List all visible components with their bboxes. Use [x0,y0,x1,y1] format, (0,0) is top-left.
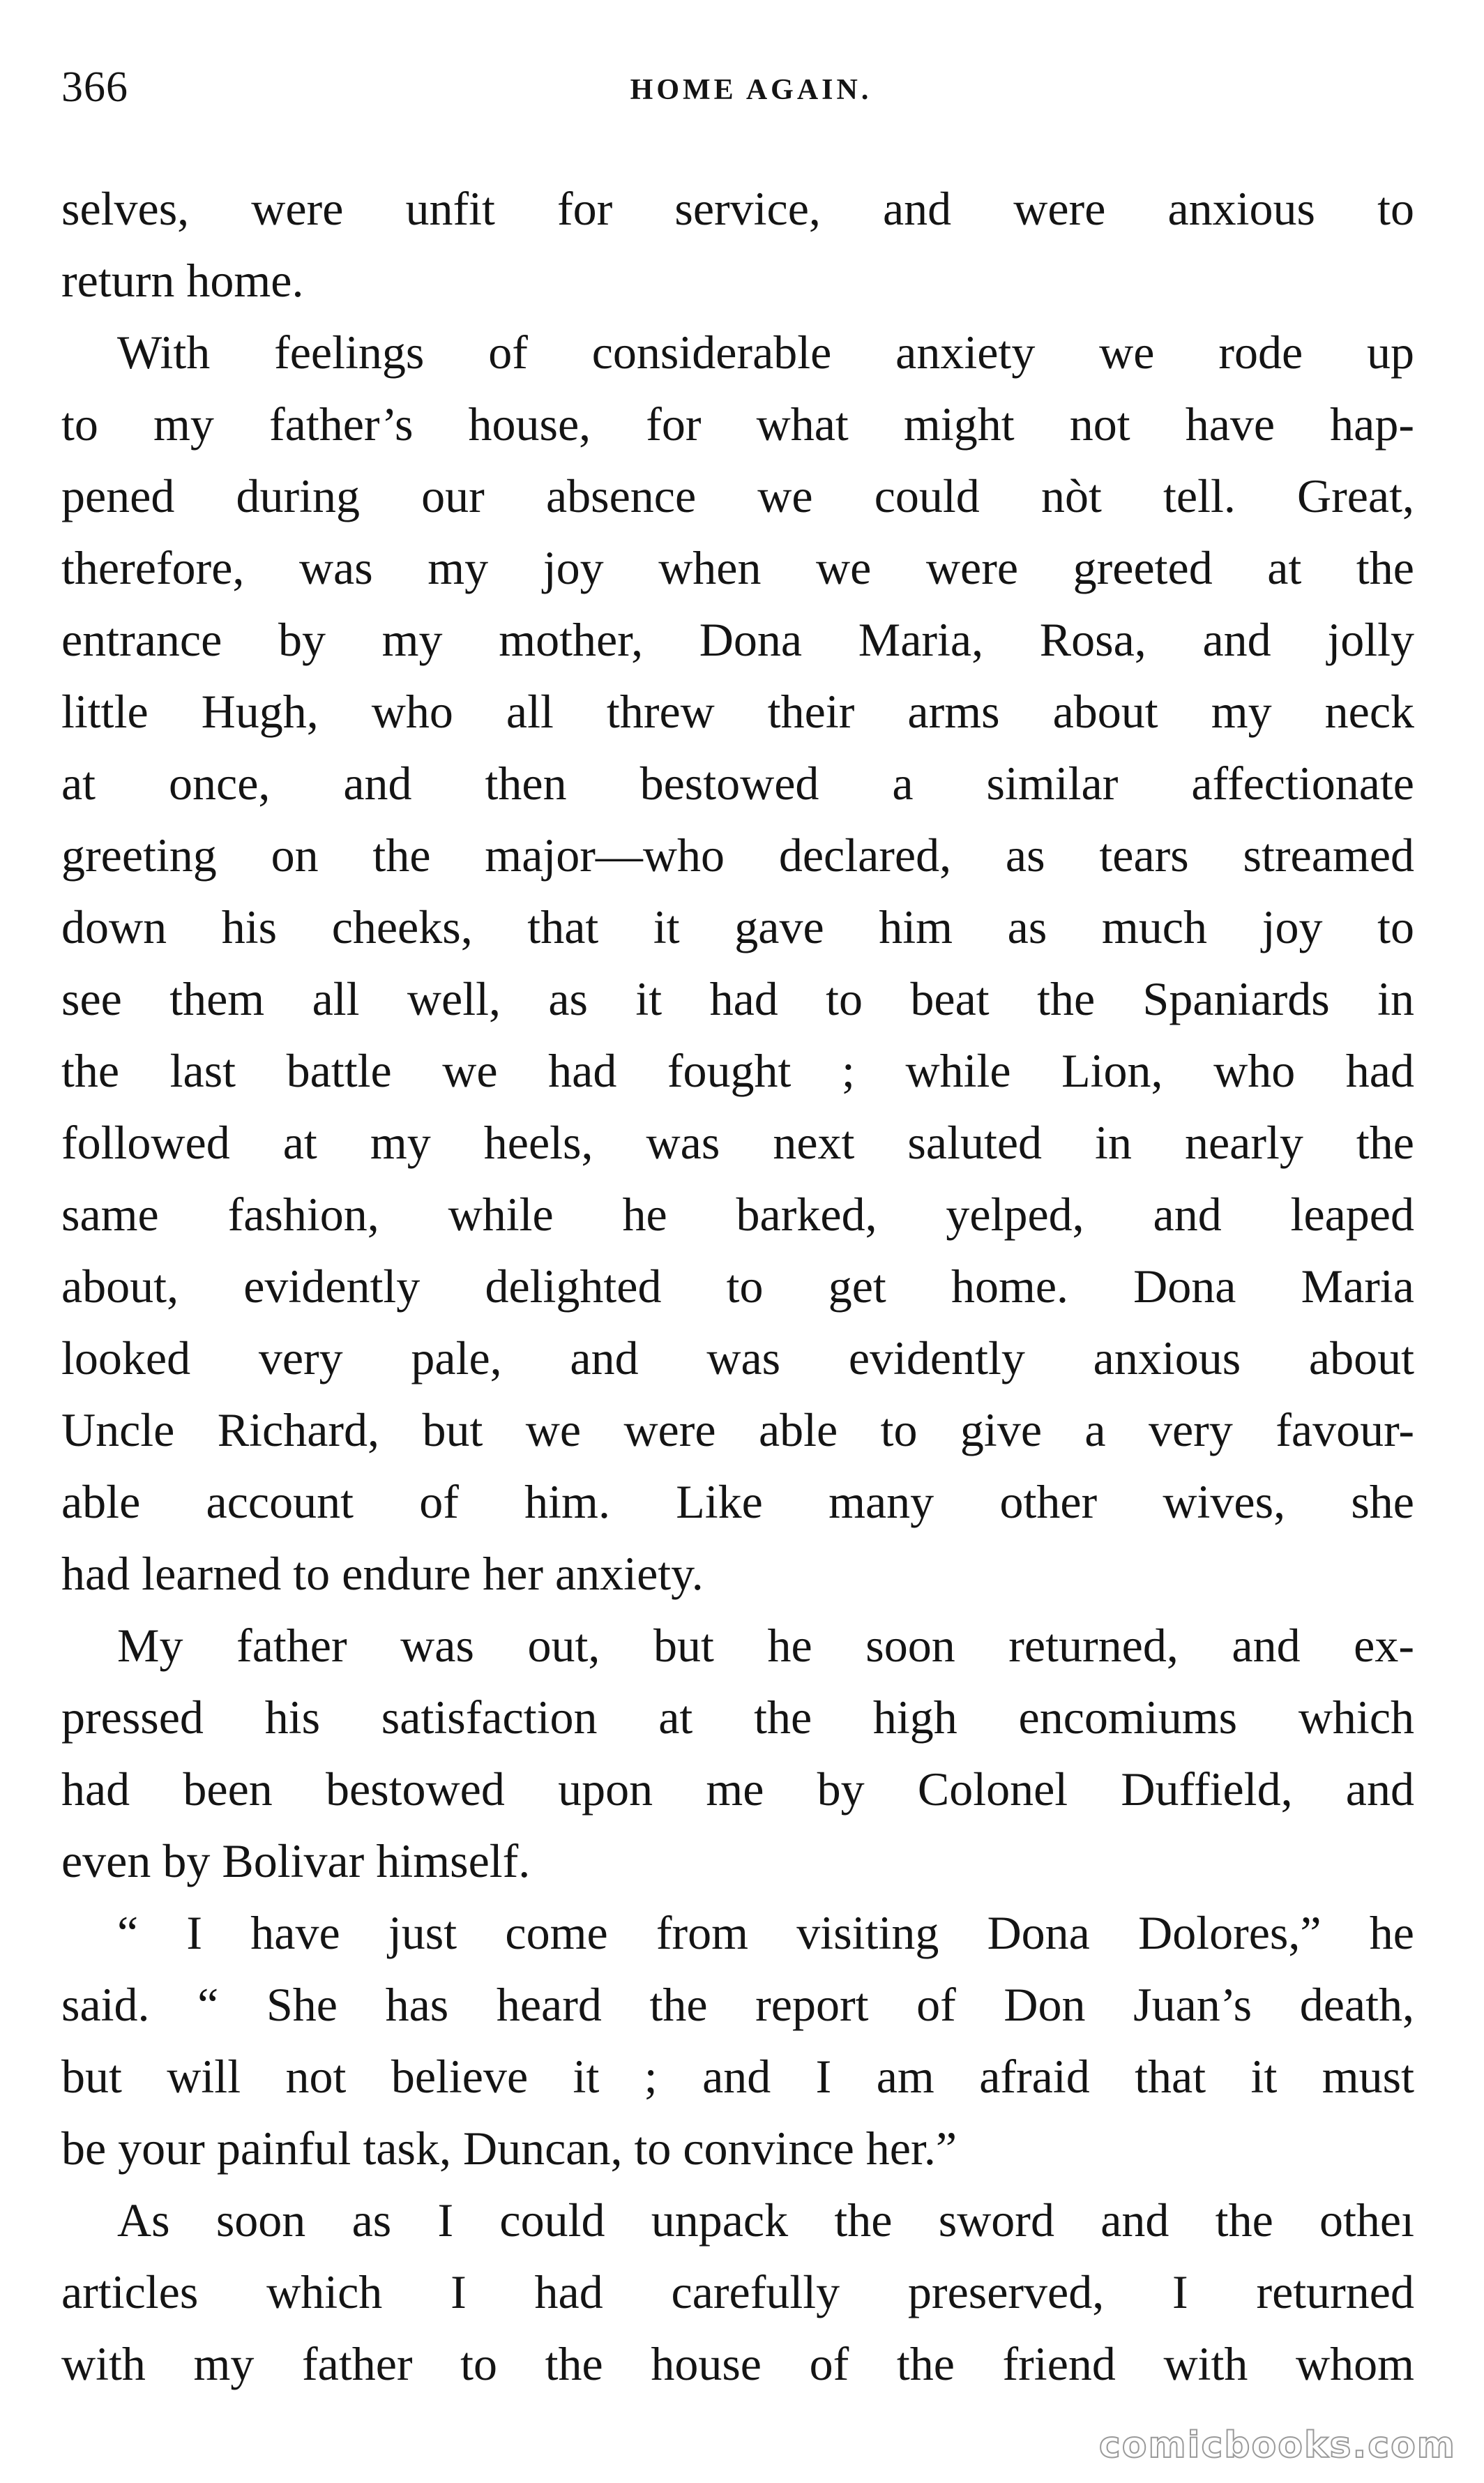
text-line: Uncle Richard, but we were able to give a very favour- [61,1403,1414,1456]
text-line: pened during our absence we could nòt tell. Great, [61,469,1414,522]
text-line: pressed his satisfaction at the high encomiums which [61,1691,1414,1744]
text-line: see them all well, as it had to beat the Spaniards in [61,972,1414,1025]
paragraph [61,173,1414,317]
text-line: but will not believe it ; and I am afraid that it must [61,2050,1414,2103]
paragraph [61,1610,1414,1897]
watermark: comicbooks.com [1098,2424,1456,2466]
chapter-title: HOME AGAIN. [630,74,872,106]
text-line: therefore, was my joy when we were greeted at the [61,541,1414,594]
text-line: My father was out, but he soon returned, and ex- [117,1619,1414,1672]
body-text [61,173,1414,2400]
text-line: articles which I had carefully preserved, I returned [61,2265,1414,2318]
text-line: with my father to the house of the friend with whom [61,2337,1414,2390]
text-line: greeting on the major—who declared, as tears streamed [61,829,1414,882]
text-line: about, evidently delighted to get home. Dona Maria [61,1260,1414,1313]
text-line: “ I have just come from visiting Dona Dolores,” he [117,1906,1414,1959]
text-line: down his cheeks, that it gave him as much joy to [61,900,1414,953]
paragraph [61,1897,1414,2184]
text-line: same fashion, while he barked, yelped, and leaped [61,1188,1414,1241]
text-line: to my father’s house, for what might not have hap- [61,398,1414,451]
text-line: the last battle we had fought ; while Lion, who had [61,1044,1414,1097]
text-line: said. “ She has heard the report of Don Juan’s death, [61,1978,1414,2031]
text-line: at once, and then bestowed a similar affectionate [61,757,1414,810]
text-line: had been bestowed upon me by Colonel Duffield, and [61,1763,1414,1816]
text-line: followed at my heels, was next saluted in nearly the [61,1116,1414,1169]
text-line: With feelings of considerable anxiety we rode up [117,326,1414,379]
text-line: selves, were unfit for service, and were anxious to [61,182,1414,235]
text-line: return home. [61,254,304,307]
text-line: looked very pale, and was evidently anxious about [61,1331,1414,1384]
paragraph [61,317,1414,1610]
text-line: As soon as I could unpack the sword and the otheı [117,2194,1414,2247]
text-line: entrance by my mother, Dona Maria, Rosa, and jolly [61,613,1414,666]
text-line: be your painful task, Duncan, to convince her.” [61,2122,957,2175]
paragraph [61,2184,1414,2400]
text-line: able account of him. Like many other wives, she [61,1475,1414,1528]
running-head [61,56,1420,119]
page-number: 366 [61,63,128,111]
text-line: even by Bolivar himself. [61,1834,531,1887]
text-line: had learned to endure her anxiety. [61,1547,704,1600]
text-line: little Hugh, who all threw their arms about my neck [61,685,1414,738]
